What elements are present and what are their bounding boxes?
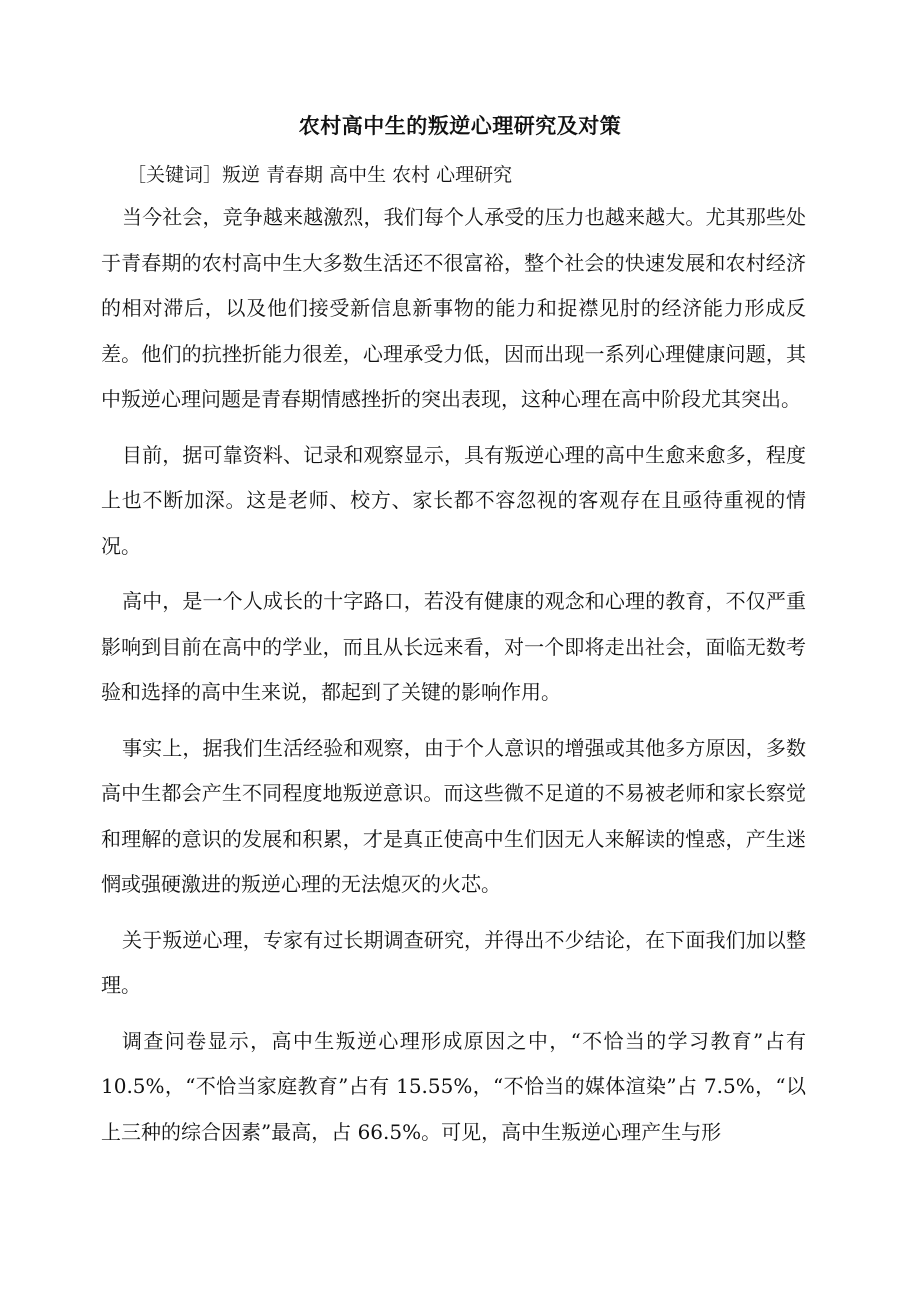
paragraph-3: 高中，是一个人成长的十字路口，若没有健康的观念和心理的教育，不仅严重影响到目前在高中的学业，而且从长远来看，对一个即将走出社会，面临无数考验和选择的高中生来说，都起到了关键的影响作用。 bbox=[101, 589, 806, 704]
paragraph-1: 当今社会，竞争越来越激烈，我们每个人承受的压力也越来越大。尤其那些处于青春期的农村高中生大多数生活还不很富裕，整个社会的快速发展和农村经济的相对滞后，以及他们接受新信息新事物的能力和捉襟见肘的经济能力形成反差。他们的抗挫折能力很差，心理承受力低，因而出现一系列心理健康问题，其中叛逆心理问题是青春期情感挫折的突出表现，这种心理在高中阶段尤其突出。 bbox=[101, 205, 806, 411]
document-title: 农村高中生的叛逆心理研究及对策 bbox=[298, 113, 622, 138]
keywords-line: ［关键词］叛逆 青春期 高中生 农村 心理研究 bbox=[127, 164, 513, 186]
document-body bbox=[101, 195, 806, 1165]
paragraph-6: 调查问卷显示，高中生叛逆心理形成原因之中，“不恰当的学习教育”占有 10.5%，“不恰当家庭教育”占有 15.55%，“不恰当的媒体渲染”占 7.5%，“以上三种的综合因素”最高，占 66.5%。可见，高中生叛逆心理产生与形 bbox=[101, 1028, 806, 1144]
paragraph-5: 关于叛逆心理，专家有过长期调查研究，并得出不少结论，在下面我们加以整理。 bbox=[101, 927, 806, 997]
paragraph-4: 事实上，据我们生活经验和观察，由于个人意识的增强或其他多方原因，多数高中生都会产生不同程度地叛逆意识。而这些微不足道的不易被老师和家长察觉和理解的意识的发展和积累，才是真正使高中生们因无人来解读的惶惑，产生迷惘或强硬激进的叛逆心理的无法熄灭的火芯。 bbox=[101, 735, 806, 896]
paragraph-2: 目前，据可靠资料、记录和观察显示，具有叛逆心理的高中生愈来愈多，程度上也不断加深。这是老师、校方、家长都不容忽视的客观存在且亟待重视的情况。 bbox=[101, 442, 806, 558]
